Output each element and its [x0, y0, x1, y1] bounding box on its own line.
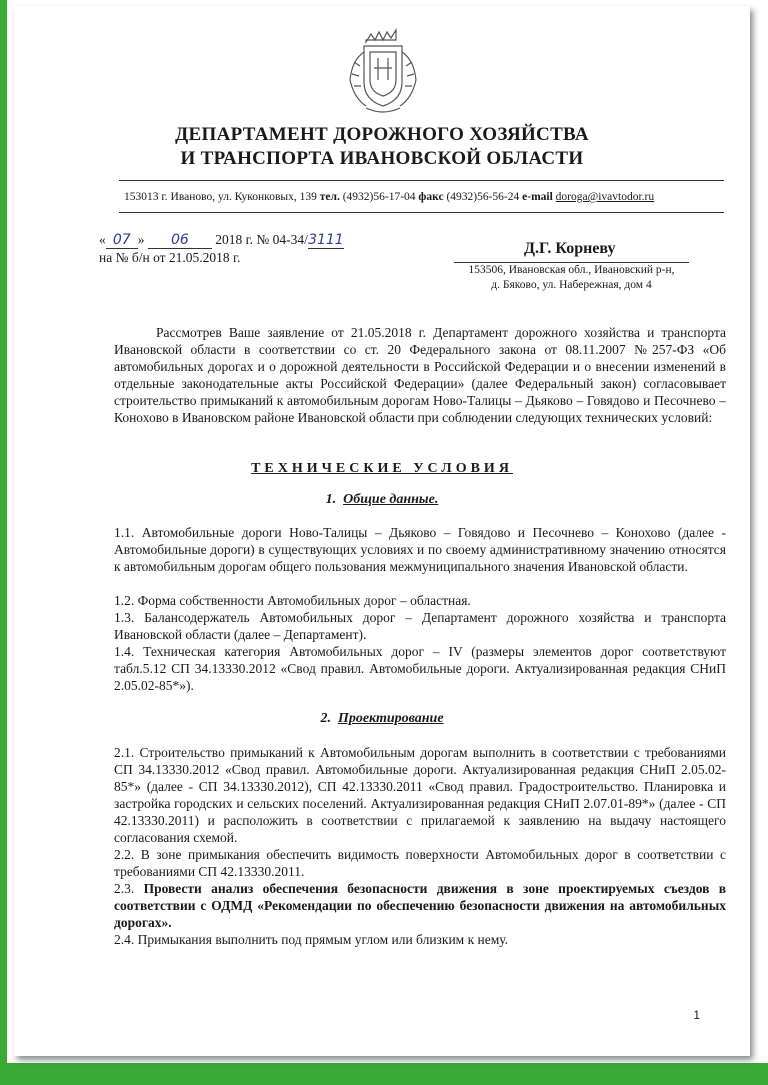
paragraph-2-1: 2.1. Строительство примыканий к Автомобильным дорогам выполнить в соответствии с требованиями СП 34.13330.2012 «Свод правил. Автомобильные дороги. Актуализированная редакция СНиП 2.05.02-85*» (далее - СП 34.13330.2012), СП 42.13330.2011 «Свод правил. Градостроительство. Планировка и застройка городских и сельских поселений. Актуализированная редакция СНиП 2.07.01-89*» (далее - СП 42.13330.2011) и расположить в соответствии с прилагаемой к заявлению на выдачу настоящего согласования схемой. [114, 745, 726, 845]
tel-value: (4932)56-17-04 [342, 191, 416, 203]
date-open-quote: « [99, 232, 106, 247]
date-year-number: 2018 г. № 04-34/ [215, 232, 308, 247]
date-day-handwritten: 07 [106, 232, 138, 249]
recipient-address-line1: 153506, Ивановская обл., Ивановский р-н, [468, 264, 675, 276]
section1-number: 1. [325, 492, 337, 507]
org-contacts [124, 191, 724, 203]
header-divider-top [119, 180, 724, 181]
section1-title: Общие данные. [343, 492, 439, 507]
green-border-bottom [0, 1063, 768, 1085]
paragraph-1-2: 1.2. Форма собственности Автомобильных дорог – областная. [114, 593, 471, 608]
section1-heading [14, 492, 750, 508]
org-name-line2: И ТРАНСПОРТА ИВАНОВСКОЙ ОБЛАСТИ [180, 148, 584, 169]
org-name-line1: ДЕПАРТАМЕНТ ДОРОЖНОГО ХОЗЯЙСТВА [175, 124, 589, 145]
paragraph-2-3-bold: Провести анализ обеспечения безопасности движения в зоне проектируемых съездов в соответствии с ОДМД «Рекомендации по обеспечению безопасности движения на автомобильных дорогах». [114, 881, 726, 930]
paragraph-2-4: 2.4. Примыкания выполнить под прямым углом или близким к нему. [114, 932, 509, 947]
fax-value: (4932)56-56-24 [446, 191, 520, 203]
paragraph-2-3-number: 2.3. [114, 881, 135, 896]
tech-conditions-title [14, 461, 750, 477]
recipient-name: Д.Г. Корневу [524, 240, 616, 257]
paragraph-1-4: 1.4. Техническая категория Автомобильных дорог – IV (размеры элементов дорог соответствуют табл.5.12 СП 34.13330.2012 «Свод правил. Автомобильные дороги. Актуализированная редакция СНиП 2.05.02-85*»). [114, 644, 726, 693]
tel-label: тел. [319, 191, 340, 203]
header-divider-bottom [119, 212, 724, 213]
email-link[interactable]: doroga@ivavtodor.ru [555, 191, 655, 203]
fax-label: факс [418, 191, 444, 203]
date-close-quote: » [137, 232, 145, 247]
email-label: e-mail [522, 191, 553, 203]
paragraph-2-3 [114, 880, 726, 931]
coat-of-arms-icon [344, 28, 422, 116]
letter-reference: на № б/н от 21.05.2018 г. [99, 250, 241, 265]
document-page [14, 6, 750, 1056]
page-number: 1 [693, 1008, 700, 1022]
date-month-handwritten: 06 [148, 232, 212, 249]
paragraph-1-3: 1.3. Балансодержатель Автомобильных дорог – Департамент дорожного хозяйства и транспорта Ивановской области (далее – Департамент). [114, 610, 726, 642]
tech-conditions-title-text: ТЕХНИЧЕСКИЕ УСЛОВИЯ [251, 461, 513, 476]
section2-number: 2. [320, 711, 331, 726]
paragraph-2-2: 2.2. В зоне примыкания обеспечить видимость поверхности Автомобильных дорог в соответствии с требованиями СП 42.13330.2011. [114, 847, 726, 879]
intro-paragraph: Рассмотрев Ваше заявление от 21.05.2018 г. Департамент дорожного хозяйства и транспорта Ивановской области в соответствии со ст. 20 Федерального закона от 08.11.2007 №257-ФЗ «Об автомобильных дорогах и о дорожной деятельности в Российской Федерации и о внесении изменений в отдельные законодательные акты Российской Федерации» (далее Федеральный закон) согласовывает строительство примыканий к автомобильным дорогам Ново-Талицы – Дьяково – Говядово и Песочнево – Конохово в Ивановском районе Ивановской области при соблюдении следующих технических условий: [114, 325, 726, 425]
section2-title: Проектирование [337, 711, 444, 726]
green-border-left [0, 0, 7, 1085]
section2-heading [14, 711, 750, 727]
recipient-address-line2: д. Бяково, ул. Набережная, дом 4 [491, 279, 652, 291]
org-address: 153013 г. Иваново, ул. Куконковых, 139 [124, 191, 317, 203]
paragraph-1-1: 1.1. Автомобильные дороги Ново-Талицы – Дьяково – Говядово и Песочнево – Конохово (далее - Автомобильные дороги) в существующих условиях и по своему административному значению относятся к автомобильным дорогам общего пользования межмуниципального значения Ивановской области. [114, 525, 726, 574]
recipient-underline [454, 262, 689, 263]
letter-date-line [99, 232, 344, 249]
letter-number-handwritten: 3111 [308, 232, 344, 248]
